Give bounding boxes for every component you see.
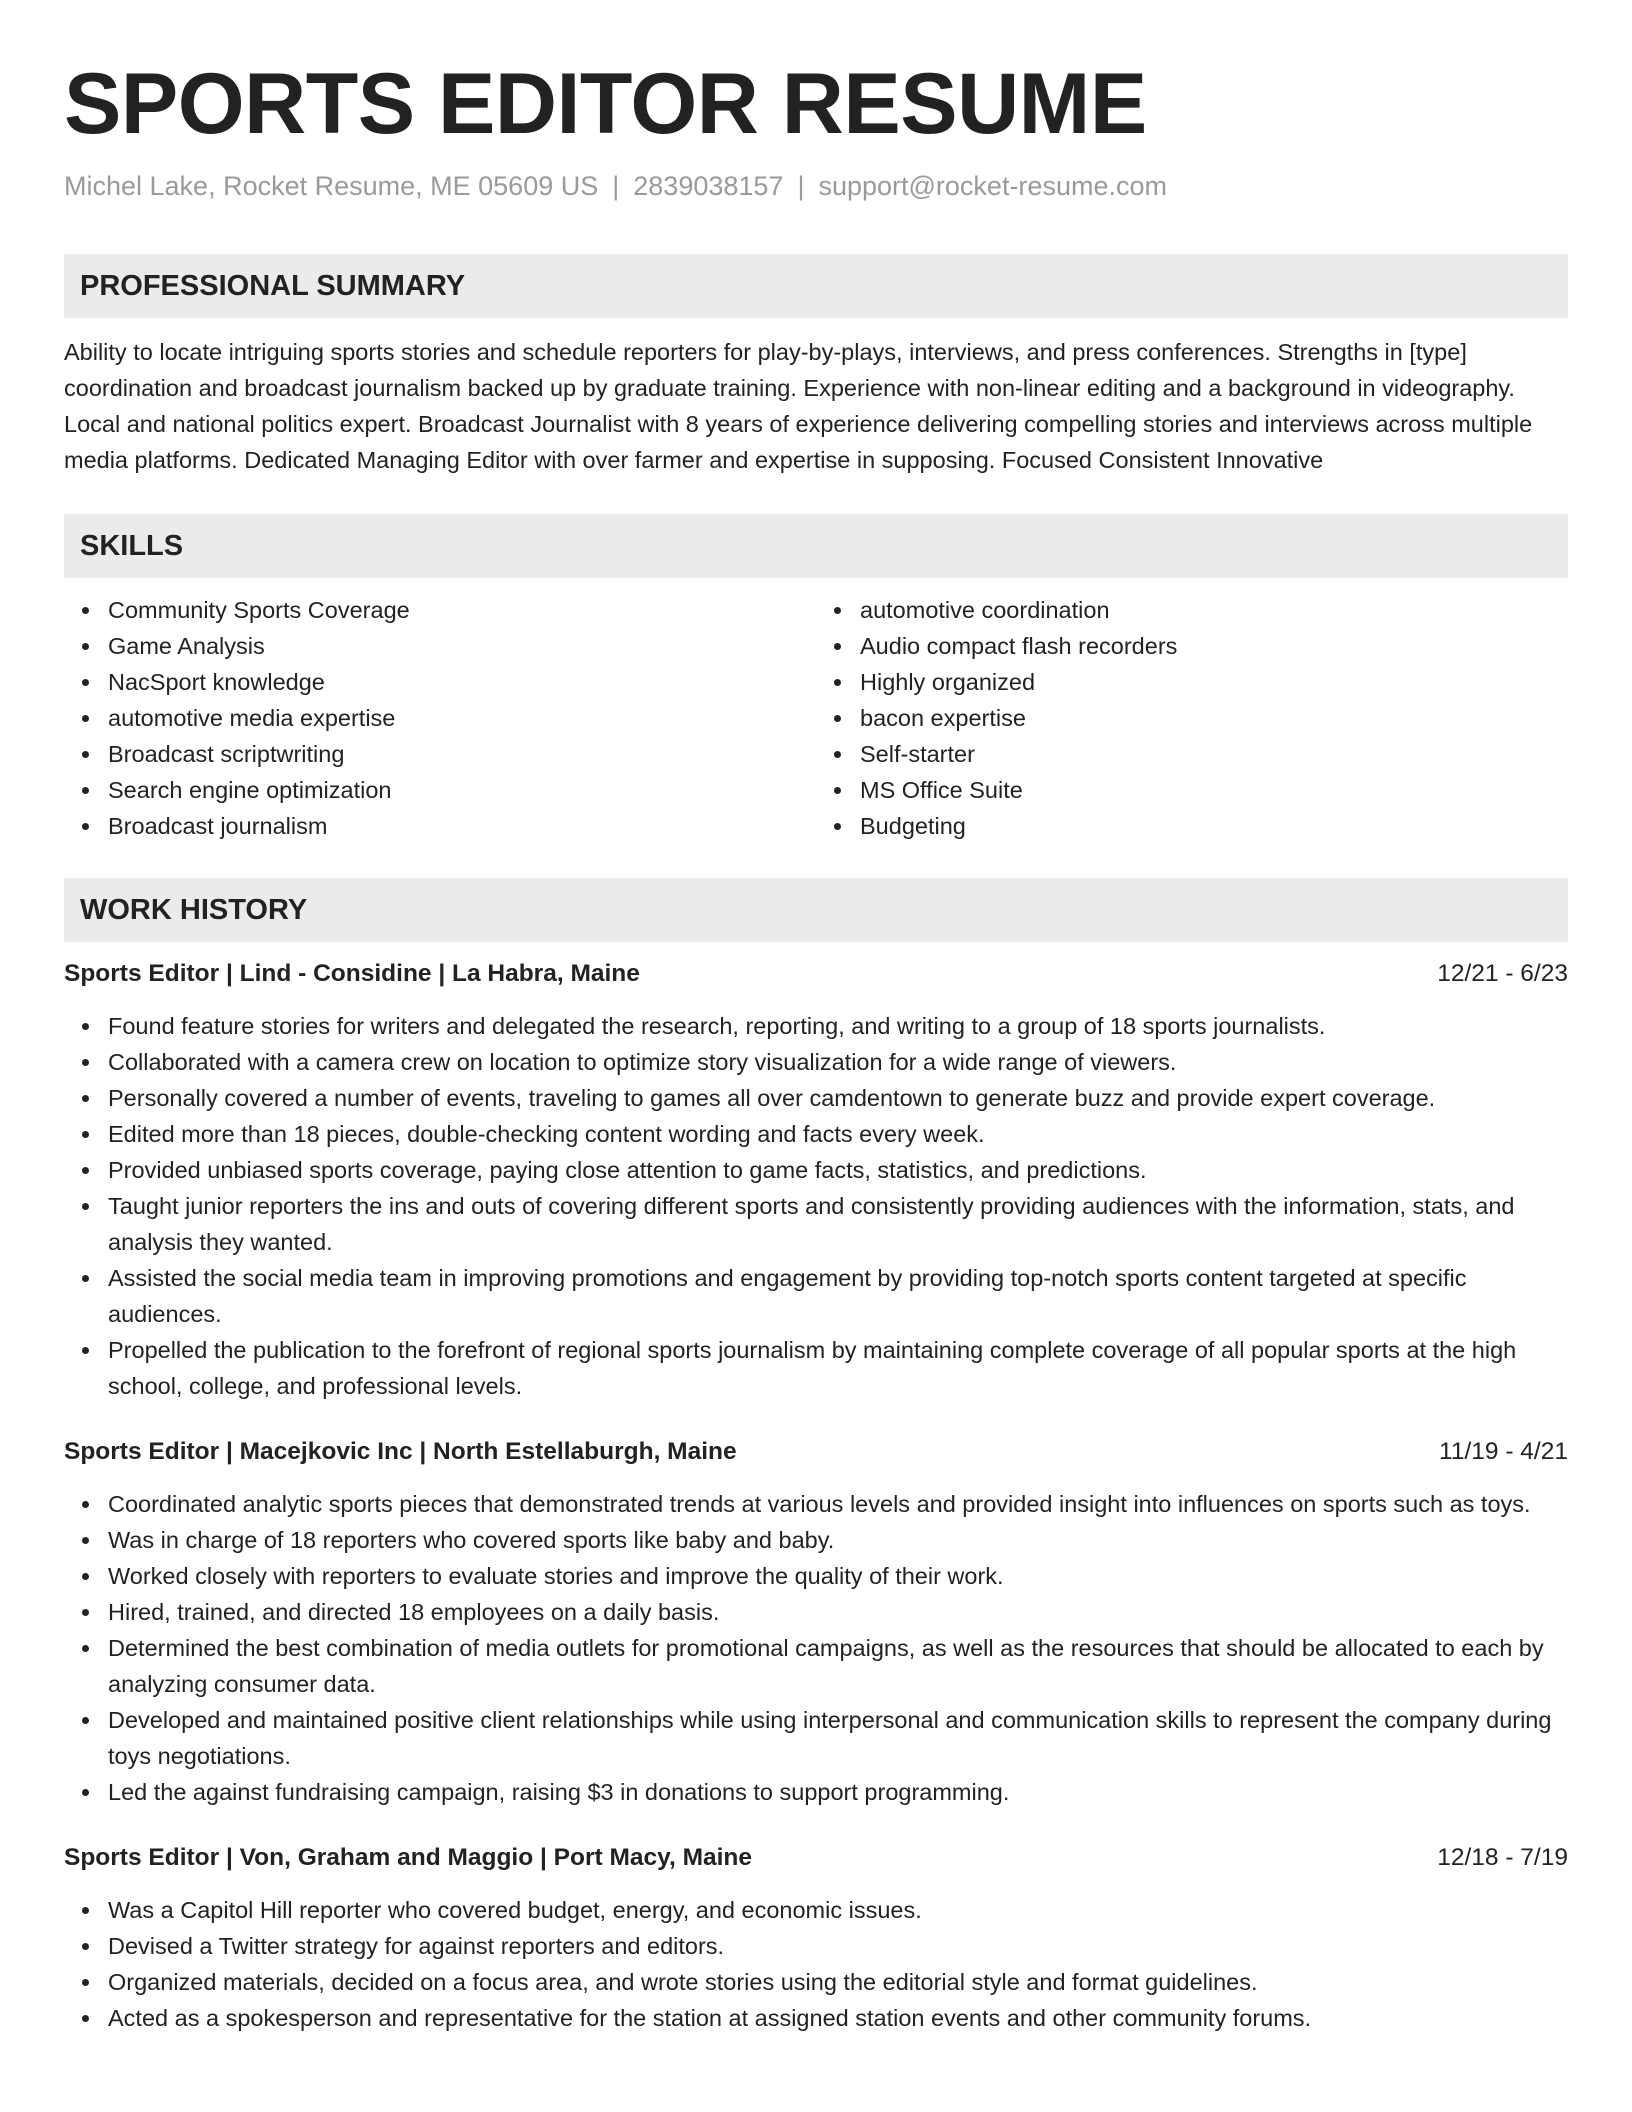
skill-item: Game Analysis <box>108 628 816 664</box>
skill-item: NacSport knowledge <box>108 664 816 700</box>
job-bullet: Acted as a spokesperson and representative for the station at assigned station events and other community forums. <box>108 2000 1568 2036</box>
job-bullet: Collaborated with a camera crew on location to optimize story visualization for a wide range of viewers. <box>108 1044 1568 1080</box>
job-bullet: Coordinated analytic sports pieces that demonstrated trends at various levels and provided insight into influences on sports such as toys. <box>108 1486 1568 1522</box>
skill-item: MS Office Suite <box>860 772 1568 808</box>
job-bullet: Assisted the social media team in improving promotions and engagement by providing top-notch sports content targeted at specific audiences. <box>108 1260 1568 1332</box>
contact-phone: 2839038157 <box>633 171 784 201</box>
skill-item: Highly organized <box>860 664 1568 700</box>
section-heading-summary: PROFESSIONAL SUMMARY <box>64 254 1568 318</box>
job-header <box>64 1434 1568 1470</box>
job-bullet: Was a Capitol Hill reporter who covered budget, energy, and economic issues. <box>108 1892 1568 1928</box>
job-bullet: Led the against fundraising campaign, raising $3 in donations to support programming. <box>108 1774 1568 1810</box>
section-heading-work-history: WORK HISTORY <box>64 878 1568 942</box>
resume-title: SPORTS EDITOR RESUME <box>64 56 1147 152</box>
job-title: Sports Editor | Macejkovic Inc | North Estellaburgh, Maine <box>64 1438 737 1465</box>
skill-item: Self-starter <box>860 736 1568 772</box>
job-dates: 11/19 - 4/21 <box>1439 1438 1568 1465</box>
job-bullets <box>64 1008 1568 1404</box>
job-header <box>64 956 1568 992</box>
job-bullet: Devised a Twitter strategy for against reporters and editors. <box>108 1928 1568 1964</box>
job-bullet: Determined the best combination of media outlets for promotional campaigns, as well as the resources that should be allocated to each by analyzing consumer data. <box>108 1630 1568 1702</box>
skills-column-right <box>816 592 1568 844</box>
job-bullet: Personally covered a number of events, traveling to games all over camdentown to generate buzz and provide expert coverage. <box>108 1080 1568 1116</box>
skills-section <box>64 514 1568 844</box>
resume-page <box>64 54 1568 2036</box>
contact-separator: | <box>797 171 805 201</box>
contact-address: Michel Lake, Rocket Resume, ME 05609 US <box>64 171 599 201</box>
job-bullet: Was in charge of 18 reporters who covered sports like baby and baby. <box>108 1522 1568 1558</box>
job-bullet: Worked closely with reporters to evaluate stories and improve the quality of their work. <box>108 1558 1568 1594</box>
job-bullet: Developed and maintained positive client relationships while using interpersonal and communication skills to represent the company during toys negotiations. <box>108 1702 1568 1774</box>
skills-column-left <box>64 592 816 844</box>
skill-item: Budgeting <box>860 808 1568 844</box>
skills-grid <box>64 592 1568 844</box>
job-entry <box>64 956 1568 1404</box>
contact-line <box>64 168 1568 204</box>
job-bullet: Found feature stories for writers and delegated the research, reporting, and writing to a group of 18 sports journalists. <box>108 1008 1568 1044</box>
work-history-section <box>64 878 1568 2036</box>
job-dates: 12/18 - 7/19 <box>1437 1844 1568 1871</box>
skill-item: bacon expertise <box>860 700 1568 736</box>
summary-text: Ability to locate intriguing sports stories and schedule reporters for play-by-plays, interviews, and press conferences. Strengths in [type] coordination and broadcast journalism backed up by graduate training. Experience with non-linear editing and a background in videography. Local and national politics expert. Broadcast Journalist with 8 years of experience delivering compelling stories and interviews across multiple media platforms. Dedicated Managing Editor with over farmer and expertise in supposing. Focused Consistent Innovative <box>64 339 1533 473</box>
job-bullets <box>64 1486 1568 1810</box>
job-bullet: Provided unbiased sports coverage, paying close attention to game facts, statistics, and predictions. <box>108 1152 1568 1188</box>
skill-item: Audio compact flash recorders <box>860 628 1568 664</box>
professional-summary-section <box>64 254 1568 478</box>
skill-item: Community Sports Coverage <box>108 592 816 628</box>
contact-email: support@rocket-resume.com <box>818 171 1167 201</box>
job-title: Sports Editor | Von, Graham and Maggio | Port Macy, Maine <box>64 1844 752 1871</box>
job-bullet: Taught junior reporters the ins and outs of covering different sports and consistently providing audiences with the information, stats, and analysis they wanted. <box>108 1188 1568 1260</box>
job-bullet: Edited more than 18 pieces, double-checking content wording and facts every week. <box>108 1116 1568 1152</box>
job-bullets <box>64 1892 1568 2036</box>
job-bullet: Propelled the publication to the forefront of regional sports journalism by maintaining complete coverage of all popular sports at the high school, college, and professional levels. <box>108 1332 1568 1404</box>
contact-separator: | <box>612 171 620 201</box>
job-header <box>64 1840 1568 1876</box>
skill-item: automotive media expertise <box>108 700 816 736</box>
skill-item: Broadcast scriptwriting <box>108 736 816 772</box>
skill-item: automotive coordination <box>860 592 1568 628</box>
job-bullet: Organized materials, decided on a focus area, and wrote stories using the editorial style and format guidelines. <box>108 1964 1568 2000</box>
job-entry <box>64 1434 1568 1810</box>
job-title: Sports Editor | Lind - Considine | La Habra, Maine <box>64 960 640 987</box>
section-heading-skills: SKILLS <box>64 514 1568 578</box>
job-entry <box>64 1840 1568 2036</box>
job-dates: 12/21 - 6/23 <box>1437 960 1568 987</box>
job-bullet: Hired, trained, and directed 18 employees on a daily basis. <box>108 1594 1568 1630</box>
skill-item: Broadcast journalism <box>108 808 816 844</box>
skill-item: Search engine optimization <box>108 772 816 808</box>
